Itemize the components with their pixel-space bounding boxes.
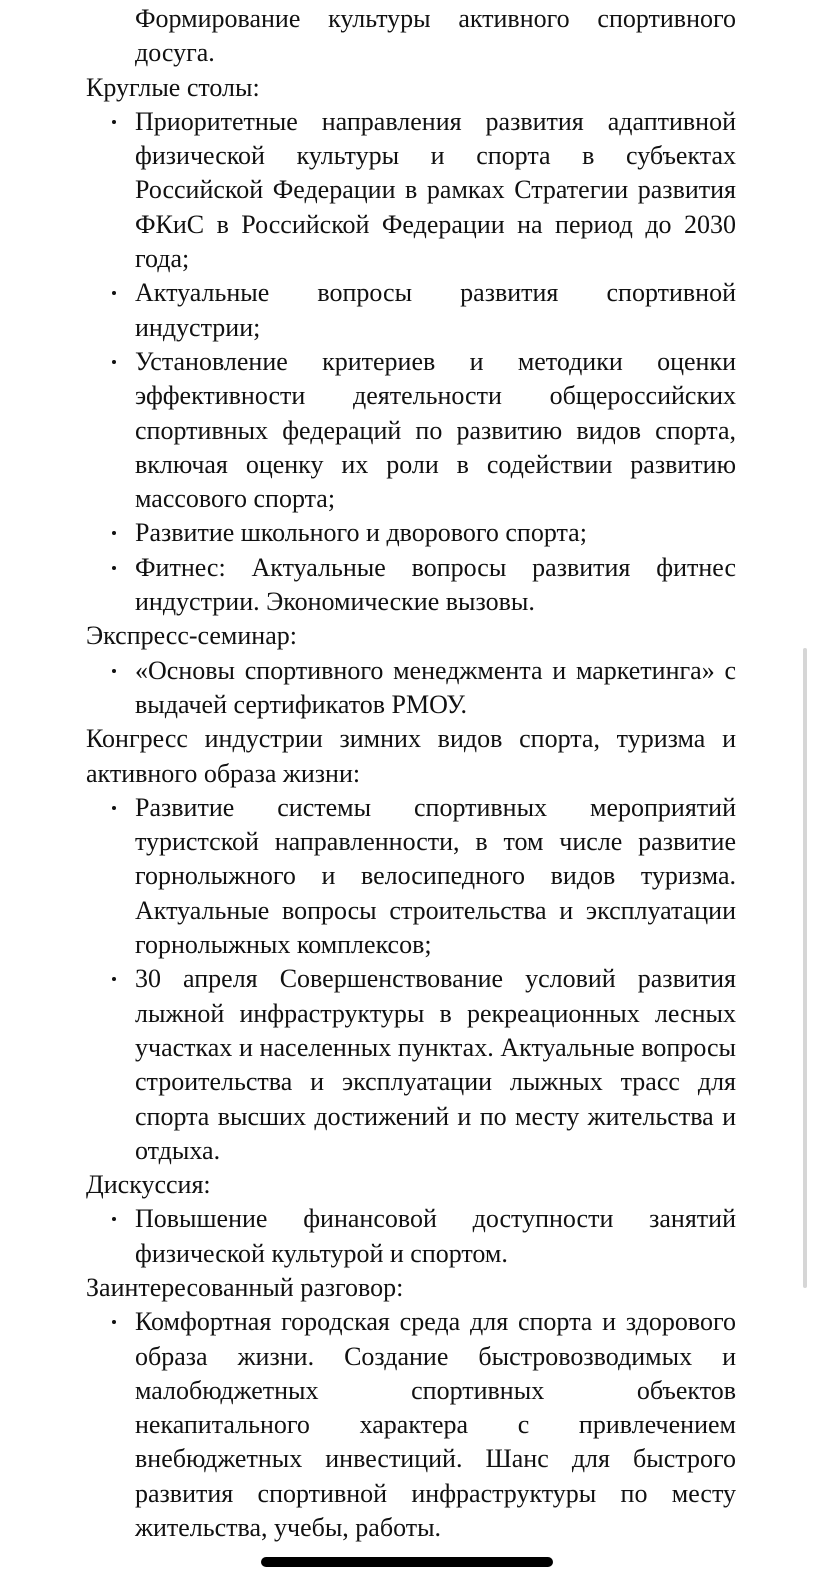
- list-item: Развитие системы спортивных мероприятий туристской направленности, в том числе развитие горнолыжного и велосипедного видов туризма. Актуальные вопросы строительства и эксплуатации горнолыжных комплексов;: [135, 791, 736, 962]
- intro-paragraph-tail: Формирование культуры активного спортивного досуга.: [135, 4, 736, 68]
- list-item: Развитие школьного и дворового спорта;: [135, 516, 736, 550]
- section-interested-conversation: [86, 1271, 736, 1545]
- list-item: Повышение финансовой доступности занятий физической культурой и спортом.: [135, 1202, 736, 1271]
- bullet-list: [86, 654, 736, 723]
- section-winter-sports-congress: [86, 722, 736, 1168]
- section-express-seminar: [86, 619, 736, 722]
- home-indicator[interactable]: [261, 1557, 553, 1567]
- section-heading: Экспресс-семинар:: [86, 621, 297, 651]
- list-item: Комфортная городская среда для спорта и здорового образа жизни. Создание быстровозводимых и малобюджетных спортивных объектов некапитального характера с привлечением внебюджетных инвестиций. Шанс для быстрого развития спортивной инфраструктуры по месту жительства, учебы, работы.: [135, 1305, 736, 1545]
- list-item: Установление критериев и методики оценки эффективности деятельности общероссийских спортивных федераций по развитию видов спорта, включая оценку их роли в содействии развитию массового спорта;: [135, 345, 736, 516]
- section-heading: Конгресс индустрии зимних видов спорта, туризма и активного образа жизни:: [86, 724, 736, 788]
- list-item: 30 апреля Совершенствование условий развития лыжной инфраструктуры в рекреационных лесных участках и населенных пунктах. Актуальные вопросы строительства и эксплуатации лыжных трасс для спорта высших достижений и по месту жительства и отдыха.: [135, 962, 736, 1168]
- list-item: Фитнес: Актуальные вопросы развития фитнес индустрии. Экономические вызовы.: [135, 551, 736, 620]
- bullet-list: [86, 105, 736, 619]
- bullet-list: [86, 1305, 736, 1545]
- section-heading: Заинтересованный разговор:: [86, 1272, 404, 1302]
- section-round-tables: [86, 71, 736, 620]
- section-heading: Круглые столы:: [86, 72, 260, 102]
- bullet-list: [86, 791, 736, 1168]
- section-discussion: [86, 1168, 736, 1271]
- list-item: Актуальные вопросы развития спортивной индустрии;: [135, 276, 736, 345]
- list-item: Приоритетные направления развития адаптивной физической культуры и спорта в субъектах Российской Федерации в рамках Стратегии развития ФКиС в Российской Федерации на период до 2030 года;: [135, 105, 736, 276]
- bullet-list: [86, 1202, 736, 1271]
- list-item: «Основы спортивного менеджмента и маркетинга» с выдачей сертификатов РМОУ.: [135, 654, 736, 723]
- vertical-scrollbar[interactable]: [803, 648, 807, 1288]
- document-page: [86, 2, 736, 1545]
- section-heading: Дискуссия:: [86, 1170, 211, 1200]
